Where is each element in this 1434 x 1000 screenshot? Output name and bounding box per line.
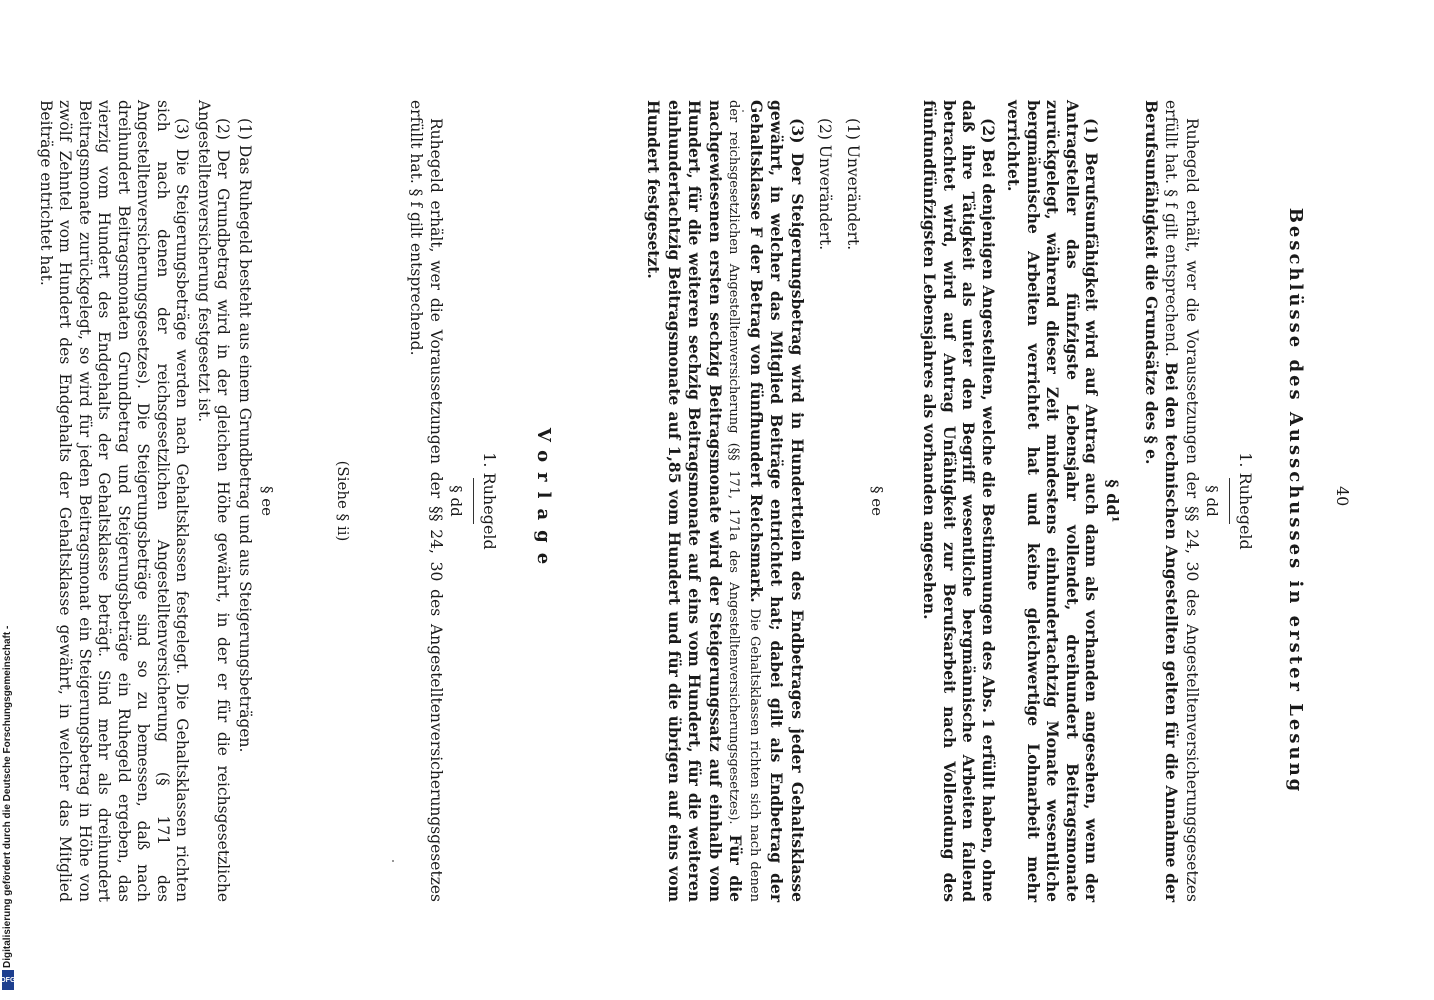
divider-rule [1229,478,1230,524]
paragraph-ee-left-2: (2) Der Grundbetrag wird in der gleichen Höhe gewährt, in der er für die reichsgesetzliche Angestelltenversicherung festgesetzt ist. [195,100,233,902]
page-number: 40 [1333,486,1352,507]
paragraph-ee-right-1: (1) Unverändert. [844,118,862,251]
column-heading-committee: Beschlüsse des Ausschusses in erster Lesung [1285,207,1306,795]
column-draft [36,100,555,902]
paragraph-ee-right-3a: (3) Der Steigerungsbetrag wird in Hundertteilen des Endbetrages jeder Gehaltsklasse gewährt, in welcher das Mitglied Beiträge entrichtet hat; dabei gilt als Endbetrag der Gehaltsklasse F der Betrag von fünfhundert Reichsmark. [747,100,807,902]
digitization-credit: Digitalisierung gefördert durch die Deutsche Forschungsgemeinschaft - [2,625,13,968]
paragraph-dd1-1: (1) Berufsunfähigkeit wird auf Antrag auch dann als vorhanden angesehen, wenn der Antragsteller das fünfzigste Lebensjahr vollendet, dreihundert Beitragsmonate zurückgelegt, während dieser Zeit mindestens einhundertachtzig Monate wesentliche bergmännische Arbeiten verrichtet hat und keine gleichwertige Lohnarbeit mehr verrichtet. [1004,100,1102,902]
paragraph-dd-left: Ruhegeld erhält, wer die Voraussetzungen der §§ 24, 30 des Angestelltenversicherungsgesetzes erfüllt hat. § f gilt entsprechend. [407,100,445,902]
paragraph-label-dd-right: § dd [1203,485,1221,517]
paragraph-ee-right-3b: Für die nachgewiesenen ersten sechzig Beitragsmonate wird der Steigerungssatz auf einhalb vom Hundert, für die weiteren sechzig Beitragsmonate auf eins vom Hundert, für die weiteren einhundertachtzig Beitragsmonate auf 1,85 vom Hundert und für die übrigen auf eins vom Hundert festgesetzt. [644,100,746,902]
divider-rule [473,478,474,524]
paragraph-dd1-2: (2) Bei denjenigen Angestellten, welche die Bestimmungen des Abs. 1 erfüllt haben, ohne daß ihre Tätigkeit als unter den Begriff wesentliche bergmännische Arbeiten fallend betrachtet wird, wird auf Antrag Unfähigkeit zur Berufsarbeit nach Vollendung des fünfundfünfzigsten Lebensjahres als vorhanden angesehen. [920,100,998,902]
scan-speck [742,110,744,112]
paragraph-label-ee-right: § ee [868,485,886,517]
paragraph-label-dd1: § dd¹ [1103,479,1123,523]
paragraph-ee-right-2: (2) Unverändert. [816,118,835,251]
paragraph-ee-right-3-plain: Die Gehaltsklassen richten sich nach denen der reichsgesetzlichen Angestelltenversicherung (§§ 171, 171a des Angestelltenversicherungsgesetzes). [726,100,762,902]
paragraph-ee-left-1: (1) Das Ruhegeld besteht aus einem Grundbetrag und aus Steigerungsbeträgen. [236,118,254,753]
paragraph-ee-left-3: (3) Die Steigerungsbeträge werden nach Gehaltsklassen festgelegt. Die Gehaltsklassen richten sich nach denen der reichsgesetzlichen Angestelltenversicherung (§ 171 des Angestelltenversicherungsgesetzes). Die Steigerungsbeträge sind so zu bemessen, daß nach dreihundert Beitragsmonaten Grundbetrag und Steigerungsbeträge ein Ruhegeld ergeben, das vierzig vom Hundert des Endgehalts der Gehaltsklasse beträgt. Sind mehr als dreihundert Beitragsmonate zurückgelegt, so wird für jeden Beitragsmonat ein Steigerungsbetrag in Höhe von zwölf Zehntel vom Hundert des Endgehalts der Gehaltsklasse gewährt, in welcher das Mitglied Beiträge entrichtet hat. [37,100,192,902]
paragraph-dd-right [1141,100,1202,902]
section-title-ruhegeld-right: 1. Ruhegeld [1236,452,1255,550]
paragraph-label-dd-left: § dd [447,485,465,517]
digitization-footer [0,0,20,1000]
paragraph-dd-right-bold: Bei den technischen Angestellten gelten für die Annahme der Berufsunfähigkeit die Grundsätze des § e. [1142,100,1182,903]
scan-speck [392,860,394,862]
paragraph-dd-right-plain: Ruhegeld erhält, wer die Voraussetzungen der §§ 24, 30 des Angestelltenversicherungsgesetzes erfüllt hat. § f gilt entsprechend. [1162,100,1201,902]
paragraph-ee-right-3 [643,100,807,902]
paragraph-label-ee-left: § ee [258,485,276,517]
column-committee-decisions [643,100,1306,902]
note-see-ii: (Siehe § ii) [334,460,352,542]
section-title-ruhegeld-left: 1. Ruhegeld [480,452,499,550]
column-heading-draft: Vorlage [533,427,554,575]
dfg-logo [2,970,14,990]
dfg-logo-text: DFG [0,976,16,984]
